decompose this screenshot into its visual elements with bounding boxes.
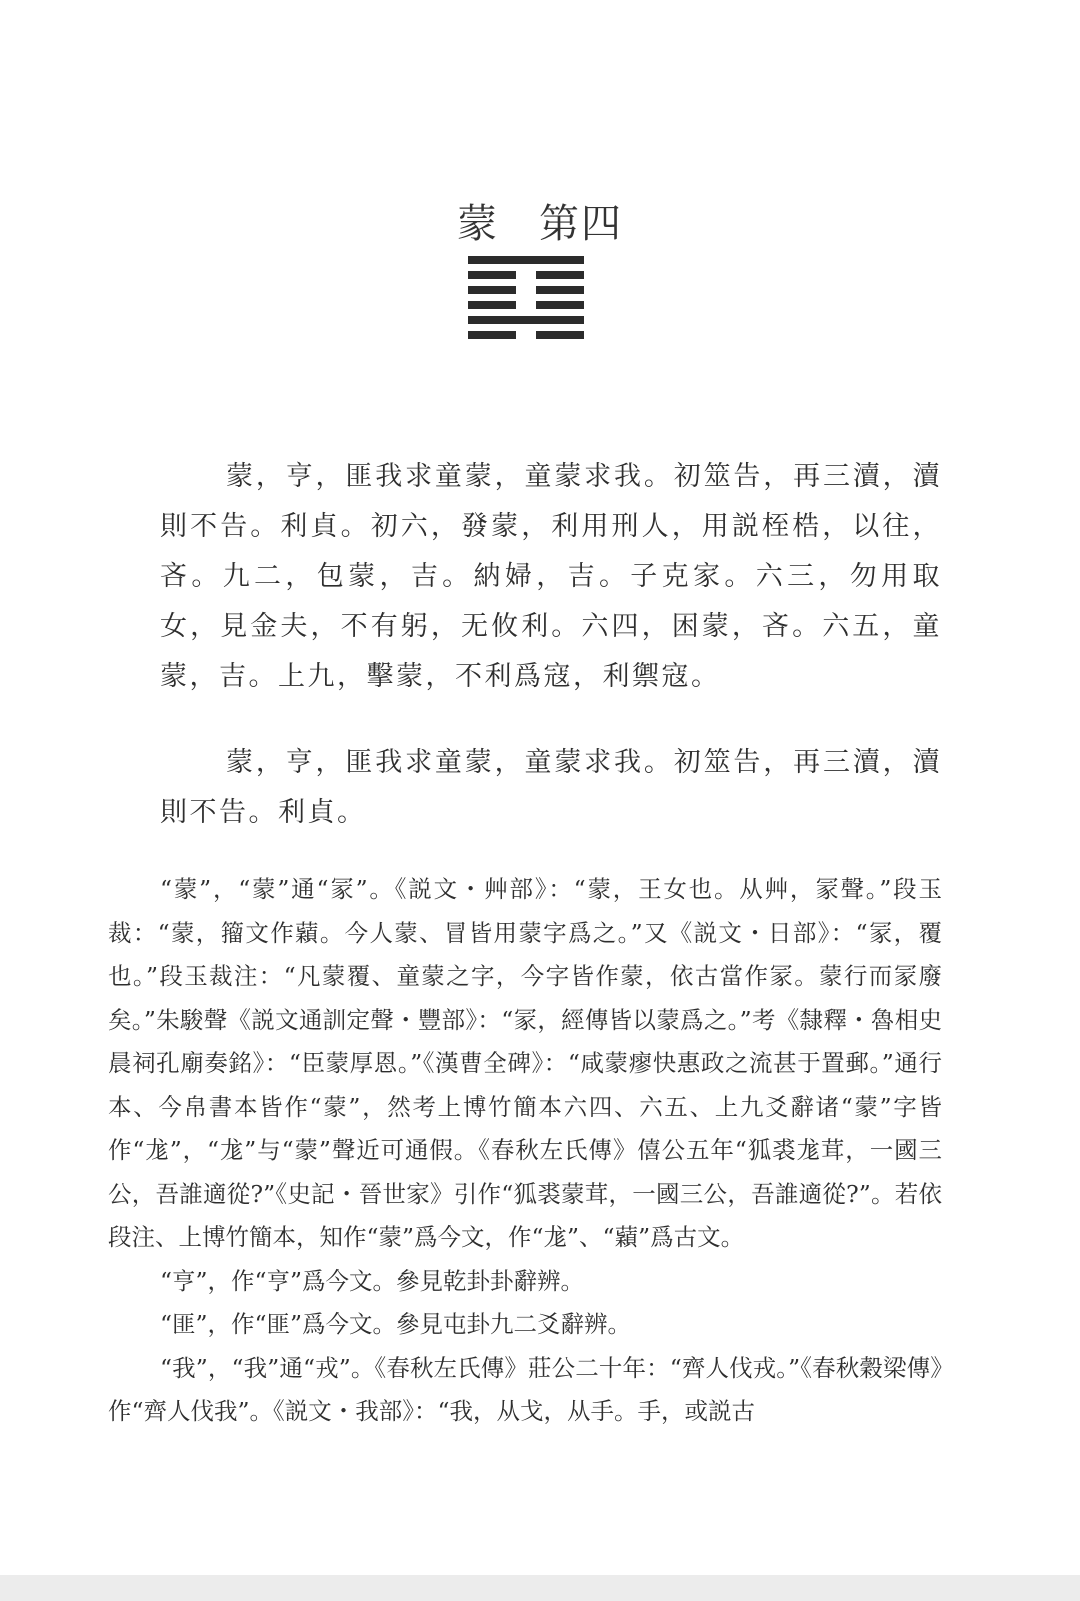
chapter-title bbox=[0, 192, 1080, 249]
hexagram-line-1-yang bbox=[468, 256, 584, 264]
hexagram-line-6-yin bbox=[468, 331, 584, 339]
chapter-ordinal: 第四 bbox=[539, 201, 623, 247]
hexagram-line-4-yin bbox=[468, 301, 584, 309]
commentary-paragraph-heng: “亨”，作“亨”爲今文。參見乾卦卦辭辨。 bbox=[160, 1266, 585, 1295]
hexagram-line-3-yin bbox=[468, 286, 584, 294]
commentary-paragraph-meng: “蒙”，“蒙”通“冡”。《説文・艸部》：“蒙，王女也。从艸，冡聲。”段玉裁：“蒙，籀文作蘔。今人蒙、冒皆用蒙字爲之。”又《説文・日部》：“冡，覆也。”段玉裁注：“凡蒙覆、童蒙之字，今字皆作蒙，依古當作冡。蒙行而冡廢矣。”朱駿聲《説文通訓定聲・豐部》：“冡，經傳皆以蒙爲之。”考《隸釋・魯相史晨祠孔廟奏銘》：“臣蒙厚恩。”《漢曹全碑》：“咸蒙瘳快惠政之流甚于置郵。”通行本、今帛書本皆作“蒙”，然考上博竹簡本六四、六五、上九爻辭诸“蒙”字皆作“尨”，“尨”与“蒙”聲近可通假。《春秋左氏傳》僖公五年“狐裘尨茸，一國三公，吾誰適從?”《史記・晉世家》引作“狐裘蒙茸，一國三公，吾誰適從?”。若依段注、上博竹簡本，知作“蒙”爲今文，作“尨”、“蘔”爲古文。 bbox=[108, 875, 942, 1251]
commentary-section bbox=[108, 868, 942, 1434]
bottom-margin bbox=[0, 1575, 1080, 1601]
hexagram-line-5-yang bbox=[468, 316, 584, 324]
commentary-paragraph-fei: “匪”，作“匪”爲今文。參見屯卦九二爻辭辨。 bbox=[160, 1310, 632, 1338]
scripture-full-text: 蒙，亨，匪我求童蒙，童蒙求我。初筮告，再三瀆，瀆則不告。利貞。初六，發蒙，利用刑人，用説桎梏，以往，吝。九二，包蒙，吉。納婦，吉。子克家。六三，勿用取女，見金夫，不有躬，无攸利。六四，困蒙，吝。六五，童蒙，吉。上九，擊蒙，不利爲寇，利禦寇。 bbox=[160, 461, 942, 692]
hexagram-name: 蒙 bbox=[457, 201, 499, 247]
scripture-judgment-text: 蒙，亨，匪我求童蒙，童蒙求我。初筮告，再三瀆，瀆則不告。利貞。 bbox=[160, 747, 942, 828]
hexagram-symbol bbox=[468, 256, 584, 346]
hexagram-line-2-yin bbox=[468, 271, 584, 279]
commentary-paragraph-wo: “我”，“我”通“戎”。《春秋左氏傳》莊公二十年：“齊人伐戎。”《春秋穀梁傳》作“齊人伐我”。《説文・我部》：“我，从戈，从手。手，或説古 bbox=[108, 1353, 942, 1425]
